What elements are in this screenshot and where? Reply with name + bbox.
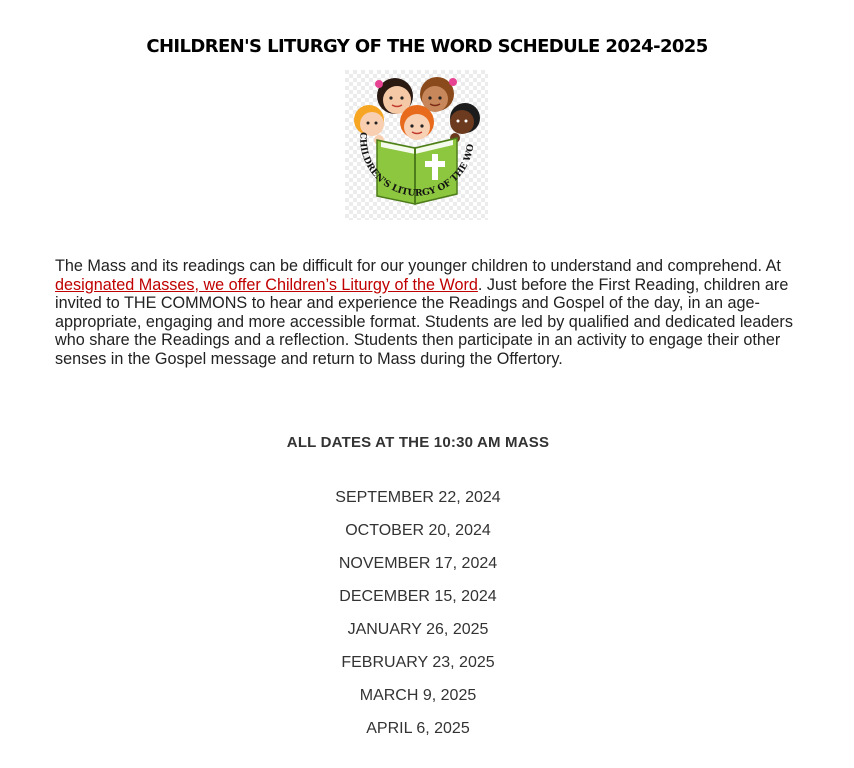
page-title: CHILDREN'S LITURGY OF THE WORD SCHEDULE 2024-2025 xyxy=(146,36,708,57)
date-item: JANUARY 26, 2025 xyxy=(347,621,489,638)
intro-text-after-link: . Just before the First Reading, children are invited to THE COMMONS to hear and experience the Readings and Gospel of the day, in an age-appropriate, engaging and more accessible format. Students are led by qualified and dedicated leaders who share the Readings and a reflection. Students then participate in an activity to engage their other senses in the Gospel message and return to Mass during the Offertory. xyxy=(55,275,793,368)
date-item: SEPTEMBER 22, 2024 xyxy=(335,489,501,506)
date-list xyxy=(0,486,836,750)
dates-heading: ALL DATES AT THE 10:30 AM MASS xyxy=(286,434,550,451)
date-item: DECEMBER 15, 2024 xyxy=(339,588,497,605)
intro-text-before-link: The Mass and its readings can be difficult for our younger children to understand and comprehend. At xyxy=(55,257,781,275)
date-item: MARCH 9, 2025 xyxy=(359,687,477,704)
intro-paragraph xyxy=(55,257,795,369)
date-item: OCTOBER 20, 2024 xyxy=(345,522,491,539)
date-item: NOVEMBER 17, 2024 xyxy=(338,555,498,572)
date-item: APRIL 6, 2025 xyxy=(366,720,470,737)
date-item: FEBRUARY 23, 2025 xyxy=(341,654,495,671)
designated-masses-link[interactable]: designated Masses, we offer Children’s Liturgy of the Word xyxy=(55,275,478,294)
logo-caption: CHILDREN'S LITURGY OF THE WO xyxy=(357,131,477,199)
childrens-liturgy-logo-icon xyxy=(345,70,488,220)
